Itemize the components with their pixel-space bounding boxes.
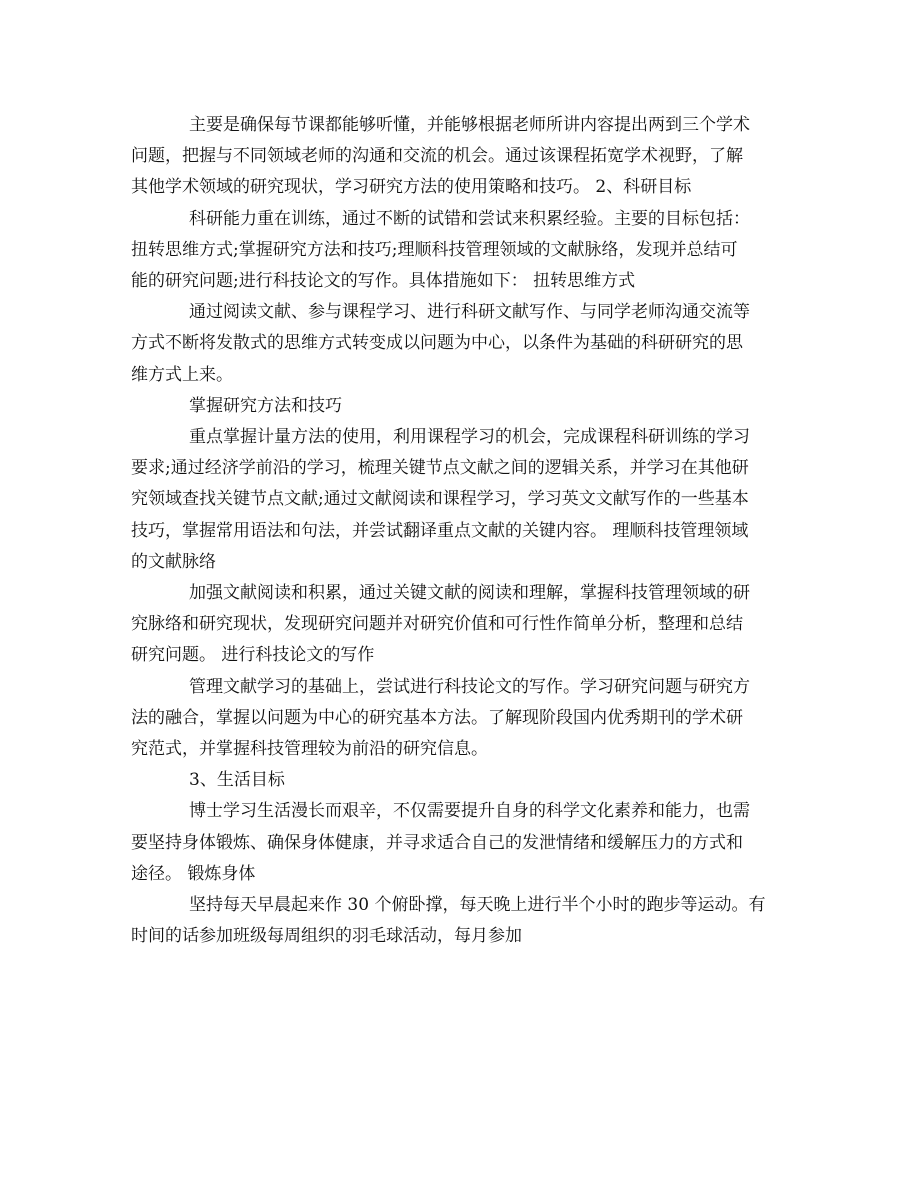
paragraph-first-line: 科研能力重在训练，通过不断的试错和尝试来积累经验。主要的目标包括： xyxy=(189,208,750,229)
paragraph xyxy=(0,204,920,298)
paragraph-line: 究领域查找关键节点文献;通过文献阅读和课程学习，学习英文文献写作的一些基本 xyxy=(131,489,749,510)
paragraph-first-line: 3、生活目标 xyxy=(189,770,285,791)
paragraph-line: 技巧，掌握常用语法和句法，并尝试翻译重点文献的关键内容。 理顺科技管理领域 xyxy=(131,520,749,541)
paragraph xyxy=(0,796,920,890)
paragraph-line: 要求;通过经济学前沿的学习，梳理关键节点文献之间的逻辑关系，并学习在其他研 xyxy=(131,458,749,479)
paragraph-first-line: 通过阅读文献、参与课程学习、进行科研文献写作、与同学老师沟通交流等 xyxy=(189,302,750,323)
paragraph-first-line: 掌握研究方法和技巧 xyxy=(189,395,342,416)
paragraph xyxy=(0,422,920,578)
paragraph-line: 问题，把握与不同领域老师的沟通和交流的机会。通过该课程拓宽学术视野，了解 xyxy=(131,146,743,167)
paragraph-line: 究脉络和研究现状，发现研究问题并对研究价值和可行性作简单分析，整理和总结 xyxy=(131,614,743,635)
paragraph-line: 扭转思维方式;掌握研究方法和技巧;理顺科技管理领域的文献脉络，发现并总结可 xyxy=(131,239,738,260)
paragraph xyxy=(0,672,920,766)
paragraph xyxy=(0,391,920,422)
paragraph-line: 时间的话参加班级每周组织的羽毛球活动，每月参加 xyxy=(131,926,522,947)
paragraph-line: 其他学术领域的研究现状，学习研究方法的使用策略和技巧。 2、科研目标 xyxy=(131,177,692,198)
paragraph-line: 途径。 锻炼身体 xyxy=(131,863,256,884)
paragraph xyxy=(0,110,920,204)
paragraph-first-line: 重点掌握计量方法的使用，利用课程学习的机会，完成课程科研训练的学习 xyxy=(189,427,750,448)
paragraph xyxy=(0,765,920,796)
paragraph-line: 能的研究问题;进行科技论文的写作。具体措施如下： 扭转思维方式 xyxy=(131,271,636,292)
paragraph-first-line: 主要是确保每节课都能够听懂，并能够根据老师所讲内容提出两到三个学术 xyxy=(189,115,750,135)
paragraph-line: 方式不断将发散式的思维方式转变成以问题为中心，以条件为基础的科研研究的思 xyxy=(131,333,743,354)
paragraph xyxy=(0,890,920,952)
paragraph xyxy=(0,297,920,391)
paragraph-line: 维方式上来。 xyxy=(131,364,233,385)
paragraph-first-line: 加强文献阅读和积累，通过关键文献的阅读和理解，掌握科技管理领域的研 xyxy=(189,583,750,604)
paragraph-line: 法的融合，掌握以问题为中心的研究基本方法。了解现阶段国内优秀期刊的学术研 xyxy=(131,707,743,728)
paragraph-line: 的文献脉络 xyxy=(131,551,216,572)
paragraph-line: 研究问题。 进行科技论文的写作 xyxy=(131,645,375,666)
paragraph-first-line: 管理文献学习的基础上，尝试进行科技论文的写作。学习研究问题与研究方 xyxy=(189,676,750,697)
paragraph-line: 要坚持身体锻炼、确保身体健康，并寻求适合自己的发泄情绪和缓解压力的方式和 xyxy=(131,832,743,853)
paragraph-first-line: 坚持每天早晨起来作 30 个俯卧撑，每天晚上进行半个小时的跑步等运动。有 xyxy=(189,895,766,916)
paragraph-line: 究范式，并掌握科技管理较为前沿的研究信息。 xyxy=(131,739,488,760)
paragraph-first-line: 博士学习生活漫长而艰辛，不仅需要提升自身的科学文化素养和能力，也需 xyxy=(189,801,750,822)
paragraph xyxy=(0,578,920,672)
